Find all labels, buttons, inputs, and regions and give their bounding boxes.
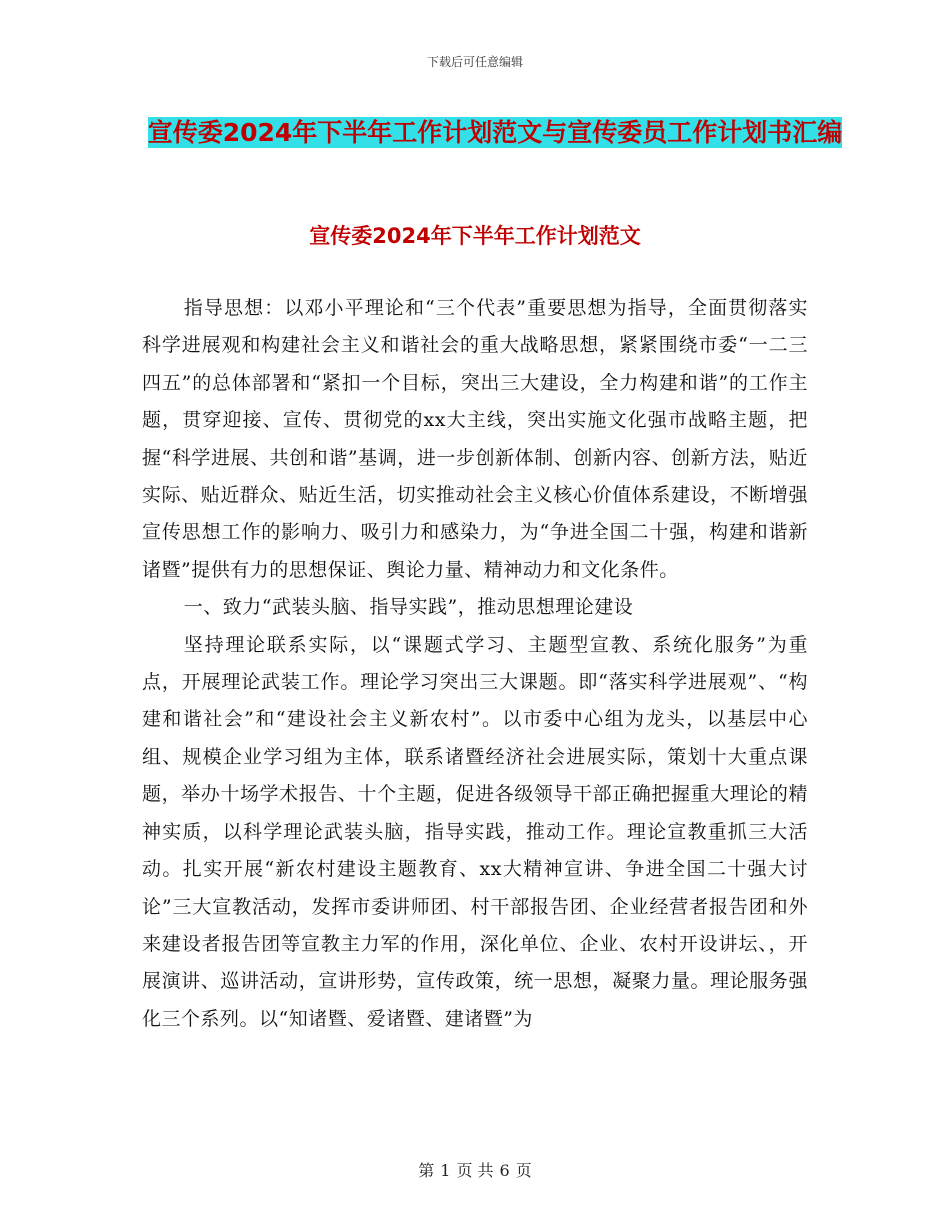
document-title-text: 宣传委2024年下半年工作计划范文与宣传委员工作计划书汇编 — [147, 118, 843, 147]
footer-current-page: 1 — [440, 1161, 451, 1180]
footer-total-pages: 6 — [499, 1161, 510, 1180]
paragraph-guiding-ideology: 指导思想：以邓小平理论和“三个代表”重要思想为指导，全面贯彻落实科学进展观和构建社会主义和谐社会的重大战略思想，紧紧围绕市委“一二三四五”的总体部署和“紧扣一个目标，突出三大建设，全力构建和谐”的工作主题，贯穿迎接、宣传、贯彻党的xx大主线，突出实施文化强市战略主题，把握“科学进展、共创和谐”基调，进一步创新体制、创新内容、创新方法，贴近实际、贴近群众、贴近生活，切实推动社会主义核心价值体系建设，不断增强宣传思想工作的影响力、吸引力和感染力，为“争进全国二十强，构建和谐新诸暨”提供有力的思想保证、舆论力量、精神动力和文化条件。 — [142, 297, 808, 581]
paragraph-theory-study: 坚持理论联系实际，以“课题式学习、主题型宣教、系统化服务”为重点，开展理论武装工作。理论学习突出三大课题。即“落实科学进展观”、“构建和谐社会”和“建设社会主义新农村”。以市委中心组为龙头，以基层中心组、规模企业学习组为主体，联系诸暨经济社会进展实际，策划十大重点课题，举办十场学术报告、十个主题，促进各级领导干部正确把握重大理论的精神实质，以科学理论武装头脑，指导实践，推动工作。理论宣教重抓三大活动。扎实开展“新农村建设主题教育、xx大精神宣讲、争进全国二十强大讨论”三大宣教活动，发挥市委讲师团、村干部报告团、企业经营者报告团和外来建设者报告团等宣教主力军的作用，深化单位、企业、农村开设讲坛、，开展演讲、巡讲活动，宣讲形势，宣传政策，统一思想，凝聚力量。理论服务强化三个系列。以“知诸暨、爱诸暨、建诸暨”为 — [142, 633, 808, 1030]
page-footer — [0, 1158, 950, 1181]
paragraph-heading-one: 一、致力“武装头脑、指导实践”，推动思想理论建设 — [183, 596, 634, 619]
footer-suffix: 页 — [515, 1161, 532, 1180]
footer-middle: 页 共 — [456, 1161, 494, 1180]
footer-prefix: 第 — [418, 1161, 435, 1180]
header-note: 下载后可任意编辑 — [426, 55, 523, 69]
document-title — [140, 112, 850, 154]
section-title: 宣传委2024年下半年工作计划范文 — [309, 224, 641, 248]
document-body — [142, 290, 808, 1038]
